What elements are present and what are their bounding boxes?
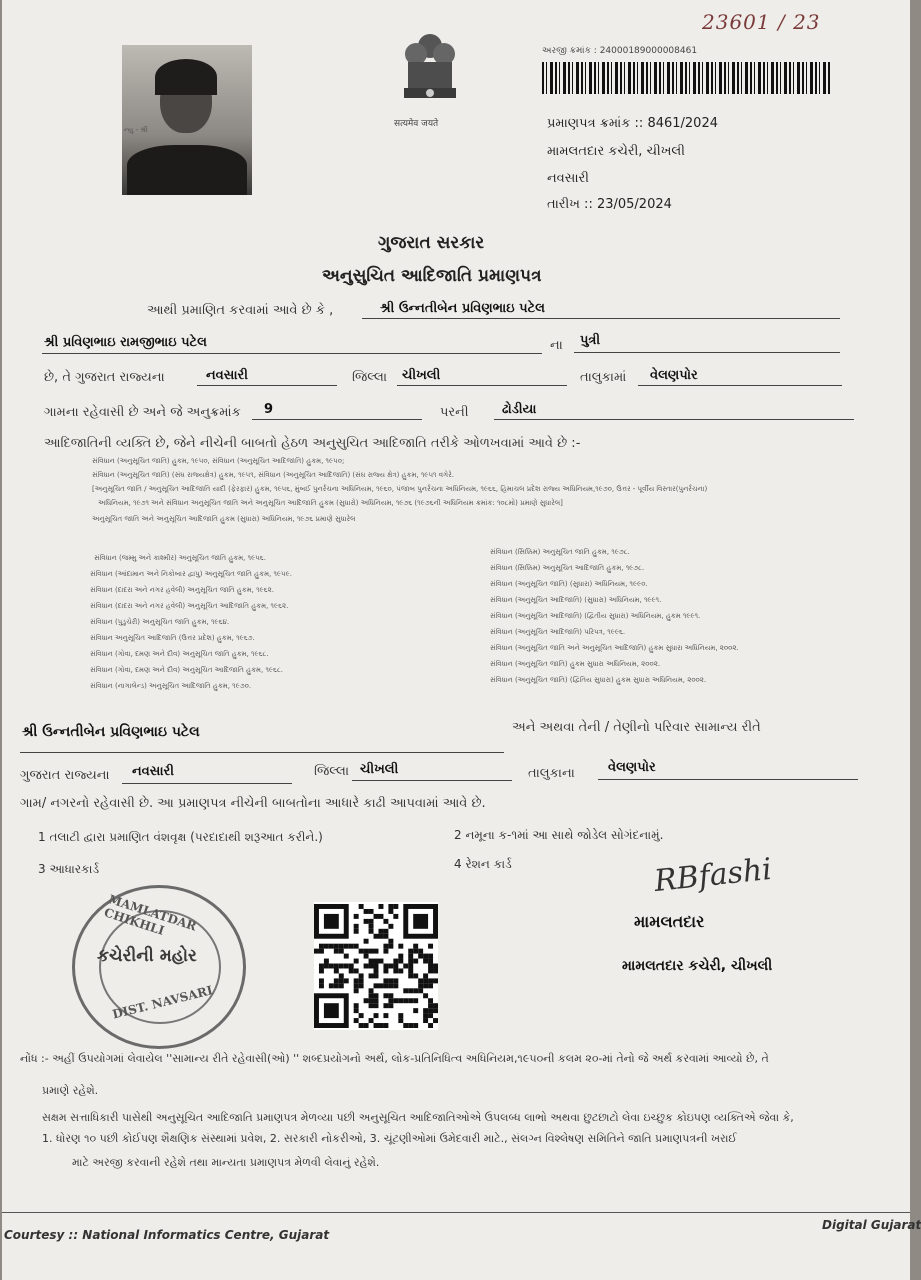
family-district: નવસારી <box>132 764 174 779</box>
village-value: વેલણપોર <box>650 368 698 383</box>
order-right-3: સંવિધાન (અનુસૂચિત જાતિ) (સુધારા) અધિનિયમ, ૧૯૯૦. <box>490 580 648 588</box>
order-left-2: સંવિધાન (આંદામાન અને નિકોબાર દ્વાપુ) અનુસૂચિત જાતિ હુકમ, ૧૯૫૯. <box>90 570 292 578</box>
national-emblem-icon <box>394 28 466 112</box>
resident-text: ગામના રહેવાસી છે અને જે અનુક્રમાંક <box>44 405 241 420</box>
applicant-photo <box>122 45 252 195</box>
district-value: નવસારી <box>206 368 248 383</box>
emblem-motto: सत्यमेव जयते <box>394 119 439 129</box>
order-top-3: [અનુસૂચિત જાતિ / અનુસૂચિત આદિજાતિ યાદી (ફેરફાર) હુકમ, ૧૯૫૬, મુંબઈ પુનર્રચના અધિનિયમ, ૧૯૬૦, પંજાબ પુનર્રચના અધિનિયમ, ૧૯૬૬, હિમાચલ પ્રદેશ રાજ્ય અધિનિયમ,૧૯૭૦, ઉત્તર - પૂર્વીય વિસ્તાર(પુનર્રચના) <box>92 485 708 493</box>
applicant-name: શ્રી ઉન્નતીબેન પ્રવિણભાઇ પટેલ <box>380 301 545 316</box>
seal-bottom-text: DIST. NAVSARI <box>111 983 215 1022</box>
footer-brand: Digital Gujarat <box>822 1218 921 1232</box>
family-taluka: ચીખલી <box>360 762 399 777</box>
order-right-1: સંવિધાન (સિક્કિમ) અનુસૂચિત જાતિ હુકમ, ૧૯૭૮. <box>490 548 630 556</box>
father-name: શ્રી પ્રવિણભાઇ રામજીભાઇ પટેલ <box>44 335 207 350</box>
order-top-1: સંવિધાન (અનુસૂચિત જાતિ) હુકમ, ૧૯૫૦, સંવિધાન (અનુસૂચિત આદિજાતિ) હુકમ, ૧૯૫૦; <box>92 457 345 465</box>
signatory-title: મામલતદાર <box>634 912 705 931</box>
basis-2: 2 નમૂના ક-૧માં આ સાથે જોડેલ સોગંદનામું. <box>454 828 664 842</box>
order-right-9: સંવિધાન (અનુસૂચિત જાતિ) (દ્વિતિય સુધારા) હુકમ સુધારા અધિનિયમ, ૨૦૦૨. <box>490 676 707 684</box>
issuing-office: મામલતદાર કચેરી, ચીખલી <box>547 144 685 159</box>
order-top-2: સંવિધાન (અનુસૂચિત જાતિ) (સંઘ રાજ્યક્ષેત્ર) હુકમ, ૧૯૫૧, સંવિધાન (અનુસૂચિત આદિજાતિ) (સંઘ રાજ્ય ક્ષેત્ર) હુકમ, ૧૯૫૧ વગેરે. <box>92 471 455 479</box>
certificate-title: અનુસુચિત આદિજાતિ પ્રમાણપત્ર <box>322 266 542 286</box>
certificate-number: પ્રમાણપત્ર ક્રમાંક :: 8461/2024 <box>547 116 718 131</box>
issuing-district: નવસારી <box>547 171 589 186</box>
serial-number: 9 <box>264 402 274 417</box>
barcode <box>542 62 832 94</box>
note-2: સક્ષમ સત્તાધિકારી પાસેથી અનુસૂચિત આદિજાતિ પ્રમાણપત્ર મેળવ્યા પછી અનુસૂચિત આદિજાતિઓએ ઉપલબ્ધ લાભો અથવા છુટછાટો લેવા ઇચ્છુક કોઇપણ વ્યક્તિએ જેવા કે, <box>42 1111 794 1124</box>
order-right-6: સંવિધાન (અનુસૂચિત આદિજાતિ) પરિપત્ર, ૧૯૯૬. <box>490 628 626 636</box>
of-text: ના <box>550 338 563 353</box>
certify-text: આથી પ્રમાણિત કરવામાં આવે છે કે , <box>147 303 334 318</box>
order-right-5: સંવિધાન (અનુસૂચિત આદિજાતિ) (દ્વિતીય સુધારા) અધિનિયમ, હુકમ ૧૯૯૧. <box>490 612 701 620</box>
order-top-5: અનુસૂચિત જાતિ અને અનુસૂચિત આદિજાતિ હુકમ (સુધારા) અધિનિયમ, ૧૯૭૬ પ્રમાણે સુધારેલ <box>92 515 356 523</box>
state-text: છે, તે ગુજરાત રાજ્યના <box>44 370 165 385</box>
family-village: વેલણપોર <box>608 760 656 775</box>
certificate-sheet <box>2 0 921 1280</box>
order-left-4: સંવિધાન (દાદરા અને નગર હવેલી) અનુસૂચિત આદિજાતિ હુકમ, ૧૯૬૨. <box>90 602 289 610</box>
office-seal <box>72 885 246 1049</box>
family-state-text: ગુજરાત રાજ્યના <box>20 768 110 783</box>
seal-top-text: MAMLATDAR CHIKHLI <box>102 892 199 938</box>
on-text: પરની <box>440 405 469 420</box>
family-taluka-label: તાલુકાના <box>528 766 575 781</box>
handwritten-number: 23601 / 23 <box>702 10 821 34</box>
order-left-6: સંવિધાન અનુસૂચિત આદિજાતિ (ઉત્તર પ્રદેશ) હુકમ, ૧૯૬૭. <box>90 634 255 642</box>
qr-code <box>314 902 438 1030</box>
footer-courtesy: Courtesy :: National Informatics Centre, Gujarat <box>4 1228 330 1242</box>
order-right-7: સંવિધાન (અનુસૂચિત જાતિ અને અનુસૂચિત આદિજાતિ) હુકમ સુધારા અધિનિયમ, ૨૦૦૨. <box>490 644 739 652</box>
basis-1: 1 તલાટી દ્વારા પ્રમાણિત વંશવૃક્ષ (પરદાદાથી શરૂઆત કરીને.) <box>38 830 323 844</box>
footer-rule <box>2 1212 910 1213</box>
order-top-4: અધિનિયમ, ૧૯૭૧ અને સંવિધાન અનુસૂચિત જાતિ અને અનુસૂચિત આદિજાતિ હુકમ (સુધારો) અધિનિયમ, ૧૯૭૬ (૧૯૭૬ની અધિનિયમ ક્રમાંક: ૧૦૮મો) પ્રમાણે સુધારેલ] <box>98 499 563 507</box>
family-and-text: અને અથવા તેની / તેણીનો પરિવાર સામાન્ય રીતે <box>512 720 761 735</box>
basis-4: 4 રેશન કાર્ડ <box>454 857 512 871</box>
signature-scribble: RBfashi <box>652 851 774 900</box>
order-right-4: સંવિધાન (અનુસૂચિત આદિજાતિ) (સુધારા) અધિનિયમ, ૧૯૯૧. <box>490 596 662 604</box>
relation: પુત્રી <box>580 333 601 348</box>
district-label: જિલ્લા <box>352 370 388 385</box>
issue-date: તારીખ :: 23/05/2024 <box>547 197 672 212</box>
order-right-2: સંવિધાન (સિક્કિમ) અનુસૂચિત આદિજાતિ હુકમ, ૧૯૭૮. <box>490 564 645 572</box>
order-right-8: સંવિધાન (અનુસૂચિત જાતિ) હુકમ સુધારા અધિનિયમ, ૨૦૦૨. <box>490 660 661 668</box>
note-3: 1. ધોરણ ૧૦ પછી કોઈપણ શૈક્ષણિક સંસ્થામાં પ્રવેશ, 2. સરકારી નોકરીઓ, 3. ચૂંટણીઓમાં ઉમેદવારી માટે., સંલગ્ન વિશ્લેષણ સમિતિને જાતિ પ્રમાણપત્રની ખરાઈ <box>42 1132 737 1145</box>
family-district-label: જિલ્લા <box>314 764 350 779</box>
family-name: શ્રી ઉન્નતીબેન પ્રવિણભાઇ પટેલ <box>22 724 200 740</box>
order-left-5: સંવિધાન (પુડુચેરી) અનુસૂચિત જાતિ હુકમ, ૧૯૬૪. <box>90 618 230 626</box>
order-left-3: સંવિધાન (દાદરા અને નગર હવેલી) અનુસૂચિત જાતિ હુકમ, ૧૯૬૨. <box>90 586 274 594</box>
order-left-8: સંવિધાન (ગોવા, દમણ અને દીવ) અનુસૂચિત આદિજાતિ હુકમ, ૧૯૬૮. <box>90 666 284 674</box>
order-left-7: સંવિધાન (ગોવા, દમણ અને દીવ) અનુસૂચિત જાતિ હુકમ, ૧૯૬૮. <box>90 650 269 658</box>
signatory-office: મામલતદાર કચેરી, ચીખલી <box>622 958 773 974</box>
note-1: નોંધ :- અહીં ઉપયોગમાં લેવાયેલ ''સામાન્ય રીતે રહેવાસી(ઓ) '' શબ્દપ્રયોગનો અર્થ, લોક-પ્રતિનિધિત્વ અધિનિયમ,૧૯૫૦ની કલમ ૨૦-માં તેનો જે અર્થ કરવામાં આવ્યો છે, તે <box>20 1052 769 1065</box>
basis-3: 3 આધારકાર્ડ <box>38 862 100 876</box>
tribe-value: ઢોડીયા <box>502 402 537 417</box>
order-left-9: સંવિધાન (નાગાલેન્ડ) અનુસૂચિત આદિજાતિ હુકમ, ૧૯૭૦. <box>90 682 252 690</box>
family-residence-text: ગામ/ નગરનો રહેવાસી છે. આ પ્રમાણપત્ર નીચેની બાબતોના આધારે કાઢી આપવામાં આવે છે. <box>20 796 486 811</box>
tribe-text: આદિજાતિની વ્યક્તિ છે, જેને નીચેની બાબતો હેઠળ અનુસુચિત આદિજાતિ તરીકે ઓળખવામાં આવે છે :- <box>44 436 581 451</box>
taluka-value: ચીખલી <box>402 368 441 383</box>
application-number: અરજી ક્રમાંક : 24000189000008461 <box>542 46 698 56</box>
note-1b: પ્રમાણે રહેશે. <box>42 1084 99 1097</box>
government-title: ગુજરાત સરકાર <box>378 233 485 253</box>
note-4: માટે અરજી કરવાની રહેશે તથા માન્યતા પ્રમાણપત્ર મેળવી લેવાનું રહેશે. <box>72 1156 380 1169</box>
photo-caption: ન્યુ - શ્રી <box>124 126 148 134</box>
seal-middle-text: કચેરીની મહોર <box>97 946 197 966</box>
taluka-label: તાલુકામાં <box>580 370 627 385</box>
order-left-1: સંવિધાન (જમ્મુ અને કાશ્મીર) અનુસૂચિત જાતિ હુકમ, ૧૯૫૬. <box>94 554 266 562</box>
